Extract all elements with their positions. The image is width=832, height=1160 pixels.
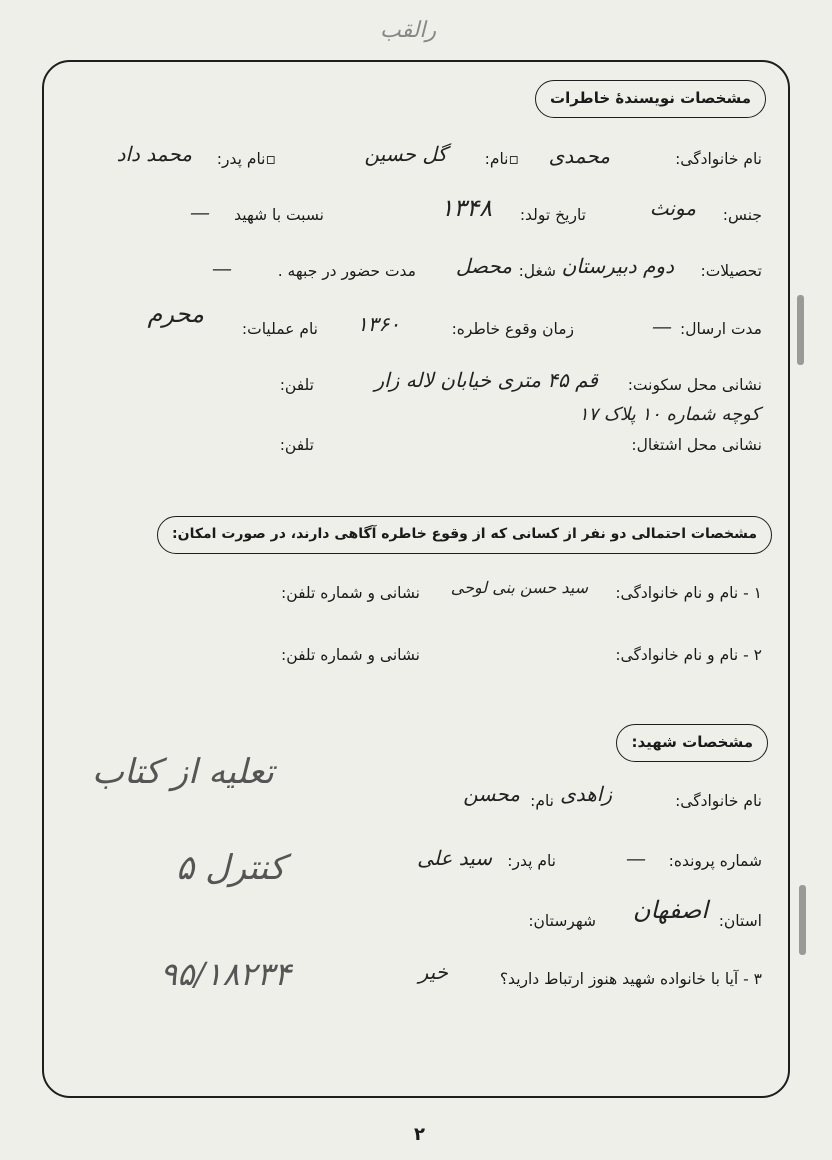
work-phone-label: تلفن: [279, 436, 314, 454]
binding-mark-top [797, 295, 804, 365]
binding-mark-bottom [799, 885, 806, 955]
section-witness-title: مشخصات احتمالی دو نفر از کسانی که از وقوع خاطره آگاهی دارند، در صورت امکان: [157, 516, 772, 554]
pencil-note-2: کنترل ۵ [176, 848, 286, 888]
page-number: ۲ [414, 1124, 425, 1145]
writer-family-label: نام خانوادگی: [675, 150, 762, 168]
education-label: تحصیلات: [700, 262, 762, 280]
martyr-name-label: نام: [530, 792, 554, 810]
birth-label: تاریخ تولد: [519, 206, 586, 224]
gender-label: جنس: [722, 206, 762, 224]
header-scrawl: رالقب [380, 18, 437, 43]
work-address-label: نشانی محل اشتغال: [631, 436, 762, 454]
martyr-name-value: محسن [463, 782, 520, 806]
witness-2-label: ۲ - نام و نام خانوادگی: [615, 646, 762, 664]
residence-value-line2: کوچه شماره ۱۰ پلاک ۱۷ [578, 404, 760, 425]
martyr-family-value: زاهدی [560, 782, 612, 806]
gender-value: مونث [649, 196, 696, 220]
job-label: شغل: [518, 262, 556, 280]
pencil-code: ۹۵/۱۸۲۳۴ [160, 955, 292, 993]
relation-label: نسبت با شهید [234, 206, 324, 224]
martyr-father-value: سید علی [417, 846, 492, 870]
dispatch-label: مدت ارسال: [680, 320, 762, 338]
operation-label: نام عملیات: [241, 320, 318, 338]
residence-label: نشانی محل سکونت: [627, 376, 762, 394]
city-label: شهرستان: [528, 912, 596, 930]
residence-phone-label: تلفن: [279, 376, 314, 394]
writer-family-value: محمدی [548, 144, 610, 168]
province-label: استان: [718, 912, 762, 930]
writer-father-value: محمد داد [116, 142, 192, 166]
section-martyr-title: مشخصات شهید: [616, 724, 768, 762]
relation-value: — [190, 200, 210, 224]
writer-name-label: ▫نام: [484, 150, 519, 168]
presence-label: مدت حضور در جبهه . [277, 262, 416, 280]
presence-value: — [212, 256, 232, 280]
file-number-value: — [626, 846, 646, 870]
event-time-label: زمان وقوع خاطره: [451, 320, 574, 338]
contact-question: ۳ - آیا با خانواده شهید هنوز ارتباط دارید؟ [499, 970, 762, 988]
job-value: محصل [455, 254, 512, 278]
file-number-label: شماره پرونده: [668, 852, 762, 870]
witness-1-label: ۱ - نام و نام خانوادگی: [615, 584, 762, 602]
dispatch-value: — [652, 314, 672, 338]
section-writer-title: مشخصات نویسندهٔ خاطرات [535, 80, 766, 118]
writer-father-label: ▫نام پدر: [216, 150, 276, 168]
witness-1-value: سید حسن بنی لوحی [450, 578, 588, 597]
pencil-note-1: تعلیه از کتاب [92, 752, 274, 792]
witness-2-tail: نشانی و شماره تلفن: [281, 646, 420, 664]
province-value: اصفهان [632, 896, 708, 924]
event-time-value: ۱۳۶۰ [357, 312, 400, 336]
writer-name-value: گل حسین [364, 142, 447, 166]
residence-value: قم ۴۵ متری خیابان لاله زار [374, 368, 598, 392]
operation-value: محرم [147, 300, 204, 328]
martyr-father-label: نام پدر: [507, 852, 556, 870]
education-value: دوم دبیرستان [561, 254, 674, 278]
witness-1-tail: نشانی و شماره تلفن: [281, 584, 420, 602]
birth-value: ۱۳۴۸ [440, 194, 492, 222]
contact-answer: خیر [418, 960, 448, 984]
martyr-family-label: نام خانوادگی: [675, 792, 762, 810]
